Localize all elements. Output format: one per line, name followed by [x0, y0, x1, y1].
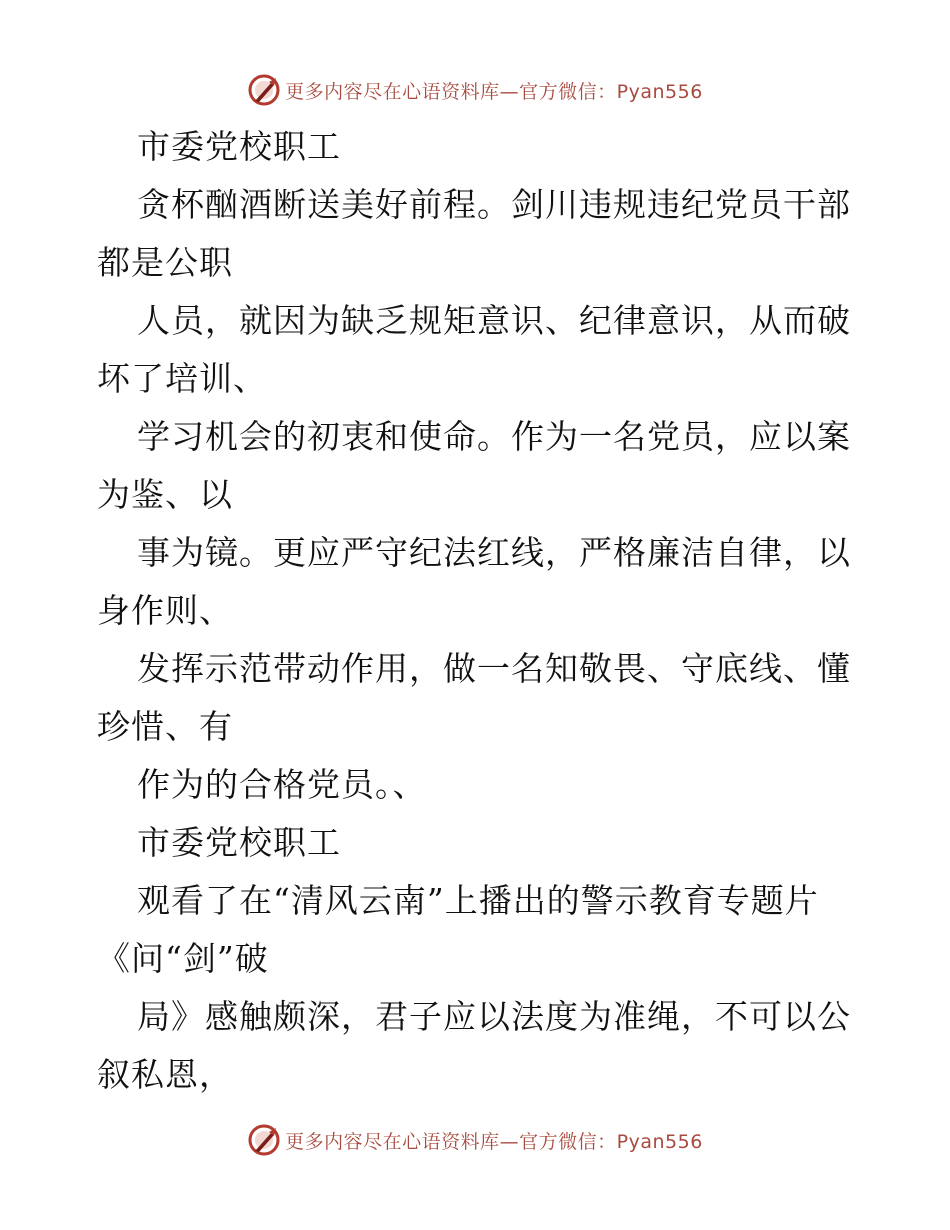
paragraph: 市委党校职工	[137, 823, 341, 862]
banner-text: 更多内容尽在心语资料库—官方微信：Pyan556	[285, 80, 703, 103]
paragraph: 贪杯酗酒断送美好前程。剑川违规违纪党员干部都是公职	[97, 185, 851, 282]
paragraph: 局》感触颇深，君子应以法度为准绳，不可以公叙私恩，	[97, 997, 851, 1094]
paragraph: 发挥示范带动作用，做一名知敬畏、守底线、懂珍惜、有	[97, 649, 851, 746]
paragraph: 市委党校职工	[137, 127, 341, 166]
banner-text: 更多内容尽在心语资料库—官方微信：Pyan556	[285, 1130, 703, 1153]
footer-banner	[0, 1120, 950, 1160]
paragraph: 学习机会的初衷和使命。作为一名党员，应以案为鉴、以	[97, 417, 851, 514]
document-body	[97, 118, 857, 1104]
paragraph: 事为镜。更应严守纪法红线，严格廉洁自律，以身作则、	[97, 533, 851, 630]
paragraph: 观看了在“清风云南”上播出的警示教育专题片《问“剑”破	[97, 881, 819, 978]
quill-seal-icon	[247, 1123, 281, 1157]
quill-seal-icon	[247, 73, 281, 107]
paragraph: 作为的合格党员。、	[137, 765, 427, 804]
paragraph: 人员，就因为缺乏规矩意识、纪律意识，从而破坏了培训、	[97, 301, 851, 398]
header-banner	[0, 70, 950, 110]
